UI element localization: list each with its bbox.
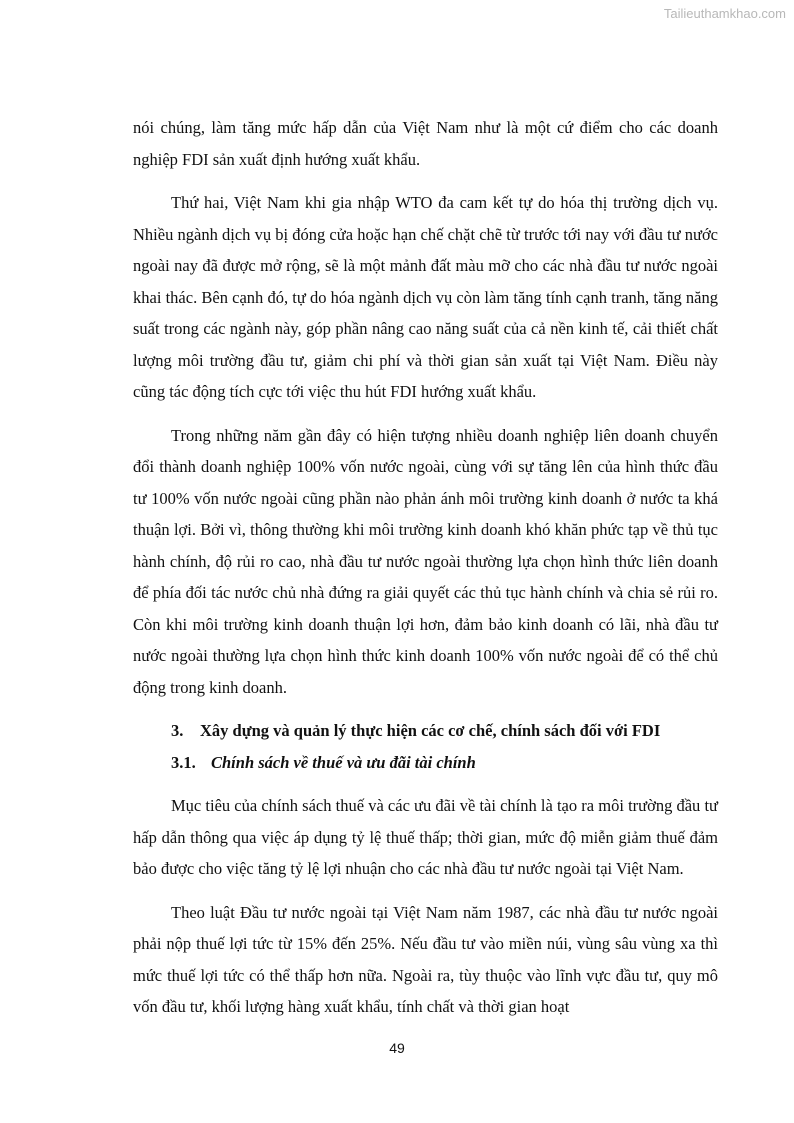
subsection-number: 3.1. xyxy=(171,752,196,772)
page-number: 49 xyxy=(389,1040,405,1056)
subsection-heading xyxy=(133,747,718,779)
paragraph: Thứ hai, Việt Nam khi gia nhập WTO đa cam kết tự do hóa thị trường dịch vụ. Nhiều ngành dịch vụ bị đóng cửa hoặc hạn chế chặt chẽ từ trước tới nay với đầu tư nước ngoài nay đã được mở rộng, sẽ là một mảnh đất màu mỡ cho các nhà đầu tư nước ngoài khai thác. Bên cạnh đó, tự do hóa ngành dịch vụ còn làm tăng tính cạnh tranh, tăng năng suất trong các ngành này, góp phần nâng cao năng suất của cả nền kinh tế, cải thiết chất lượng môi trường đầu tư, giảm chi phí và thời gian sản xuất tại Việt Nam. Điều này cũng tác động tích cực tới việc thu hút FDI hướng xuất khẩu. xyxy=(133,193,718,401)
paragraph: nói chúng, làm tăng mức hấp dẫn của Việt Nam như là một cứ điểm cho các doanh nghiệp FDI sản xuất định hướng xuất khẩu. xyxy=(133,118,718,169)
paragraph: Trong những năm gần đây có hiện tượng nhiều doanh nghiệp liên doanh chuyển đổi thành doanh nghiệp 100% vốn nước ngoài, cùng với sự tăng lên của hình thức đầu tư 100% vốn nước ngoài cũng phần nào phản ánh môi trường kinh doanh ở nước ta khá thuận lợi. Bởi vì, thông thường khi môi trường kinh doanh khó khăn phức tạp về thủ tục hành chính, độ rủi ro cao, nhà đầu tư nước ngoài thường lựa chọn hình thức liên doanh để phía đối tác nước chủ nhà đứng ra giải quyết các thủ tục hành chính và chia sẻ rủi ro. Còn khi môi trường kinh doanh thuận lợi hơn, đảm bảo kinh doanh có lãi, nhà đầu tư nước ngoài thường lựa chọn hình thức kinh doanh 100% vốn nước ngoài để có thể chủ động trong kinh doanh. xyxy=(133,425,718,697)
document-body xyxy=(133,112,718,1035)
section-number: 3. xyxy=(171,721,184,740)
paragraph: Mục tiêu của chính sách thuế và các ưu đãi về tài chính là tạo ra môi trường đầu tư hấp dẫn thông qua việc áp dụng tỷ lệ thuế thấp; thời gian, mức độ miễn giảm thuế đảm bảo được cho việc tăng tỷ lệ lợi nhuận cho các nhà đầu tư nước ngoài tại Việt Nam. xyxy=(133,796,718,878)
subsection-title: Chính sách về thuế và ưu đãi tài chính xyxy=(211,752,476,772)
section-heading xyxy=(133,715,718,747)
section-title: Xây dựng và quản lý thực hiện các cơ chế, chính sách đối với FDI xyxy=(200,721,661,740)
watermark: Tailieuthamkhao.com xyxy=(663,6,786,21)
paragraph: Theo luật Đầu tư nước ngoài tại Việt Nam năm 1987, các nhà đầu tư nước ngoài phải nộp thuế lợi tức từ 15% đến 25%. Nếu đầu tư vào miền núi, vùng sâu vùng xa thì mức thuế lợi tức có thể thấp hơn nữa. Ngoài ra, tùy thuộc vào lĩnh vực đầu tư, quy mô vốn đầu tư, khối lượng hàng xuất khẩu, tính chất và thời gian hoạt xyxy=(133,902,718,1016)
